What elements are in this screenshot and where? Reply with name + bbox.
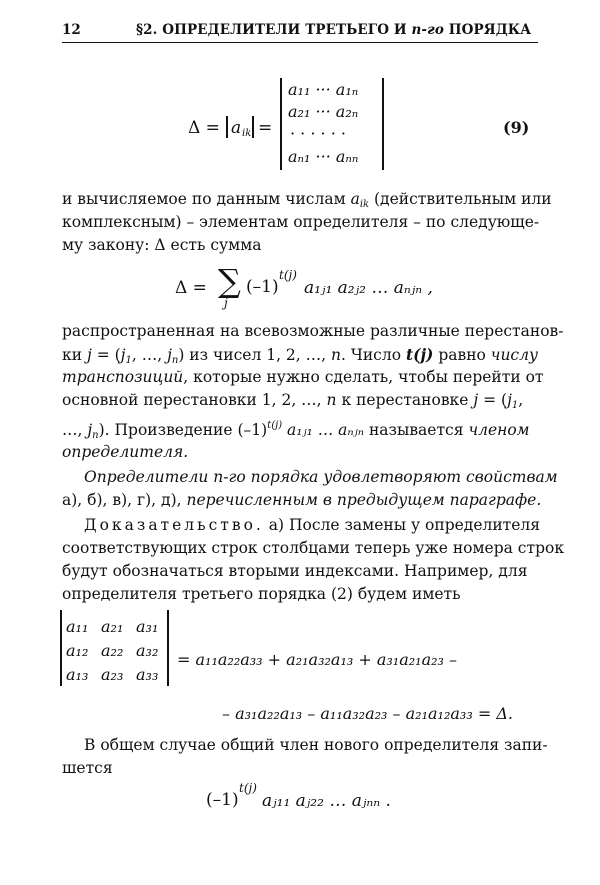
paragraph-2-cont: [62, 414, 538, 464]
paragraph-5: [62, 734, 548, 780]
sum-sign-factor: (–1): [246, 277, 279, 297]
abs-bar-left: [226, 116, 228, 138]
sum-index: j: [224, 296, 228, 310]
paragraph-4: [62, 514, 565, 606]
det3-cell: a₂₃: [101, 665, 124, 684]
det3-cell: a₁₃: [66, 665, 89, 684]
det3-bar-left: [60, 610, 62, 686]
text-line: Доказательство. а) После замены у определителя: [84, 516, 541, 534]
eq9-aik: a: [231, 118, 242, 138]
text-line: Определители n-го порядка удовлетворяют свойствам: [84, 468, 558, 486]
page-header: [62, 20, 538, 43]
sum-exponent: t(j): [279, 268, 297, 282]
det3-cell: a₁₂: [66, 641, 89, 660]
det3-bar-right: [167, 610, 169, 686]
final-terms: aⱼ₁₁ aⱼ₂₂ … aⱼₙₙ .: [262, 791, 391, 811]
running-title: §2. ОПРЕДЕЛИТЕЛИ ТРЕТЬЕГО И n-го ПОРЯДКА: [136, 22, 532, 38]
det3-cell: a₃₂: [136, 641, 159, 660]
det3-cell: a₃₃: [136, 665, 159, 684]
text-line: транспозиций, которые нужно сделать, чтобы перейти от: [62, 368, 544, 386]
text-line: соответствующих строк столбцами теперь уже номера строк: [62, 539, 565, 557]
det9-row-3: · · · · · ·: [290, 124, 346, 143]
eq9-equals: =: [258, 118, 273, 138]
equation-number-9: (9): [503, 118, 530, 137]
det3-cell: a₂₁: [101, 617, 124, 636]
paragraph-1: [62, 188, 552, 257]
text-line: В общем случае общий член нового определителя запи-: [84, 736, 548, 754]
det9-row-1: a₁₁ ··· a₁ₙ: [288, 80, 359, 99]
text-line: а), б), в), г), д), перечисленным в предыдущем параграфе.: [62, 491, 542, 509]
text-line: шется: [62, 759, 113, 777]
det3-cell: a₁₁: [66, 617, 89, 636]
det3-rhs-line-1: = a₁₁a₂₂a₃₃ + a₂₁a₃₂a₁₃ + a₃₁a₂₁a₂₃ –: [177, 650, 458, 669]
sigma-symbol: ∑: [218, 262, 241, 300]
det3-rhs-line-2: – a₃₁a₂₂a₁₃ – a₁₁a₃₂a₂₃ – a₂₁a₁₂a₃₃ = Δ.: [222, 704, 513, 723]
paragraph-3: [62, 466, 558, 512]
det3-cell: a₃₁: [136, 617, 159, 636]
det9-bar-left: [280, 78, 282, 170]
text-line: му закону: Δ есть сумма: [62, 236, 262, 254]
eq9-aik-sub: ik: [242, 128, 252, 139]
text-line: распространенная на всевозможные различные перестанов-: [62, 322, 564, 340]
sum-lhs: Δ =: [175, 278, 207, 298]
text-line: ки $j = (j_1$, …, $j_n$) из чисел 1, 2, …, n. Число t(j) равно числу: [62, 345, 538, 366]
sum-terms: a₁ⱼ₁ a₂ⱼ₂ … aₙⱼₙ ,: [304, 278, 433, 298]
final-sign-factor: (–1): [206, 790, 239, 810]
text-line: …, $j_n$). Произведение $(-1)^{t(j)}$ a₁ⱼ₁ … aₙⱼₙ называется членом: [62, 420, 530, 441]
text-line: и вычисляемое по данным числам $a_{ik}$ (действительным или: [62, 190, 552, 210]
text-line: определителя.: [62, 443, 189, 461]
det9-bar-right: [382, 78, 384, 170]
abs-bar-right: [252, 116, 254, 138]
text-line: определителя третьего порядка (2) будем иметь: [62, 585, 461, 603]
text-line: будут обозначаться вторыми индексами. Например, для: [62, 562, 528, 580]
text-line: комплексным) – элементам определителя – по следующе-: [62, 213, 540, 231]
paragraph-2: [62, 320, 564, 412]
page-number: 12: [62, 22, 81, 38]
final-exponent: t(j): [239, 781, 257, 795]
det3-cell: a₂₂: [101, 641, 124, 660]
det9-row-2: a₂₁ ··· a₂ₙ: [288, 102, 359, 121]
text-line: основной перестановки 1, 2, …, n к перестановке $j = (j_1$,: [62, 391, 524, 411]
eq9-lhs: Δ =: [188, 118, 220, 138]
det9-row-4: aₙ₁ ··· aₙₙ: [288, 147, 359, 166]
